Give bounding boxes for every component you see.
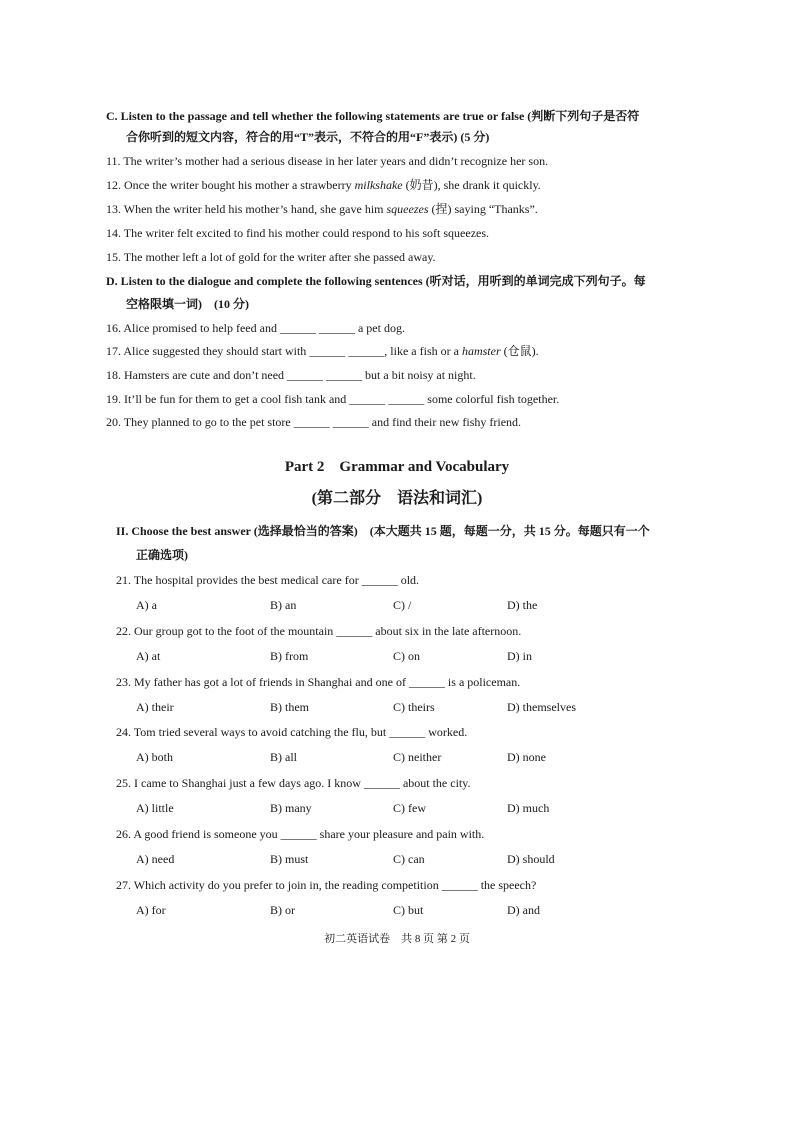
q26-option-a: A) need xyxy=(136,852,175,866)
question-24: 24. Tom tried several ways to avoid catching the flu, but ______ worked. xyxy=(116,725,468,739)
question-25: 25. I came to Shanghai just a few days ago. I know ______ about the city. xyxy=(116,776,471,790)
q27-option-a: A) for xyxy=(136,903,166,917)
section-c-title-line2: 合你听到的短文内容，符合的用“T”表示，不符合的用“F”表示) (5 分) xyxy=(126,130,490,144)
question-23: 23. My father has got a lot of friends in Shanghai and one of ______ is a policeman. xyxy=(116,675,521,689)
q25-option-b: B) many xyxy=(270,801,312,815)
q24-option-b: B) all xyxy=(270,750,297,764)
q27-option-b: B) or xyxy=(270,903,295,917)
question-21: 21. The hospital provides the best medical care for ______ old. xyxy=(116,573,420,587)
statement-12 xyxy=(106,177,541,193)
section-ii-title-line1: II. Choose the best answer (选择最恰当的答案) (本大题共 15 题，每题一分，共 15 分。每题只有一个 xyxy=(116,524,650,538)
q23-option-d: D) themselves xyxy=(507,700,576,714)
statement-15: 15. The mother left a lot of gold for the writer after she passed away. xyxy=(106,250,436,264)
q22-option-d: D) in xyxy=(507,649,532,663)
section-d-title-line2: 空格限填一词) (10 分) xyxy=(126,297,249,311)
sentence-16: 16. Alice promised to help feed and ______ ______ a pet dog. xyxy=(106,321,405,335)
q24-option-a: A) both xyxy=(136,750,173,764)
q26-option-d: D) should xyxy=(507,852,555,866)
part2-title: Part 2 Grammar and Vocabulary xyxy=(284,459,510,475)
statement-12-text-end: (奶昔), she drank it quickly. xyxy=(402,178,541,192)
statement-13 xyxy=(106,201,538,217)
sentence-18: 18. Hamsters are cute and don’t need ______ ______ but a bit noisy at night. xyxy=(106,368,476,382)
q22-option-a: A) at xyxy=(136,649,161,663)
q26-option-c: C) can xyxy=(393,852,425,866)
sentence-17-keyword: hamster xyxy=(461,344,501,358)
question-22: 22. Our group got to the foot of the mountain ______ about six in the late afternoon. xyxy=(116,624,522,638)
sentence-20: 20. They planned to go to the pet store ______ ______ and find their new fishy friend. xyxy=(106,415,522,429)
q24-option-c: C) neither xyxy=(393,750,442,764)
q22-option-c: C) on xyxy=(393,649,420,663)
sentence-19: 19. It’ll be fun for them to get a cool fish tank and ______ ______ some colorful fish together. xyxy=(106,392,560,406)
statement-11: 11. The writer’s mother had a serious disease in her later years and didn’t recognize her son. xyxy=(106,154,549,168)
q27-option-c: C) but xyxy=(393,903,424,917)
q21-option-a: A) a xyxy=(136,598,157,612)
q25-option-a: A) little xyxy=(136,801,174,815)
q21-option-d: D) the xyxy=(507,598,538,612)
section-d-title-line1: D. Listen to the dialogue and complete the following sentences (听对话，用听到的单词完成下列句子。每 xyxy=(106,274,646,288)
q23-option-a: A) their xyxy=(136,700,174,714)
question-27: 27. Which activity do you prefer to join in, the reading competition ______ the speech? xyxy=(116,878,537,892)
part2-subtitle: (第二部分 语法和词汇) xyxy=(311,490,483,507)
sentence-17-text: 17. Alice suggested they should start with ______ ______, like a fish or a xyxy=(106,344,462,358)
sentence-17 xyxy=(106,343,539,359)
statement-14: 14. The writer felt excited to find his mother could respond to his soft squeezes. xyxy=(106,226,490,240)
question-26: 26. A good friend is someone you ______ share your pleasure and pain with. xyxy=(116,827,485,841)
sentence-17-text-end: (仓鼠). xyxy=(500,344,539,358)
statement-12-text: 12. Once the writer bought his mother a strawberry xyxy=(106,178,355,192)
q21-option-c: C) / xyxy=(393,598,412,612)
q21-option-b: B) an xyxy=(270,598,297,612)
q26-option-b: B) must xyxy=(270,852,309,866)
q25-option-d: D) much xyxy=(507,801,550,815)
q25-option-c: C) few xyxy=(393,801,426,815)
statement-12-keyword: milkshake xyxy=(354,178,403,192)
statement-13-text-end: (捏) saying “Thanks”. xyxy=(428,202,538,216)
q22-option-b: B) from xyxy=(270,649,309,663)
statement-13-keyword: squeezes xyxy=(386,202,429,216)
section-c-title-line1: C. Listen to the passage and tell whether the following statements are true or false (判断下列句子是否符 xyxy=(106,109,640,123)
statement-13-text: 13. When the writer held his mother’s hand, she gave him xyxy=(106,202,387,216)
q24-option-d: D) none xyxy=(507,750,546,764)
q23-option-b: B) them xyxy=(270,700,309,714)
q23-option-c: C) theirs xyxy=(393,700,435,714)
page-footer: 初二英语试卷 共 8 页 第 2 页 xyxy=(324,933,470,945)
section-ii-title-line2: 正确选项) xyxy=(136,548,188,562)
q27-option-d: D) and xyxy=(507,903,540,917)
